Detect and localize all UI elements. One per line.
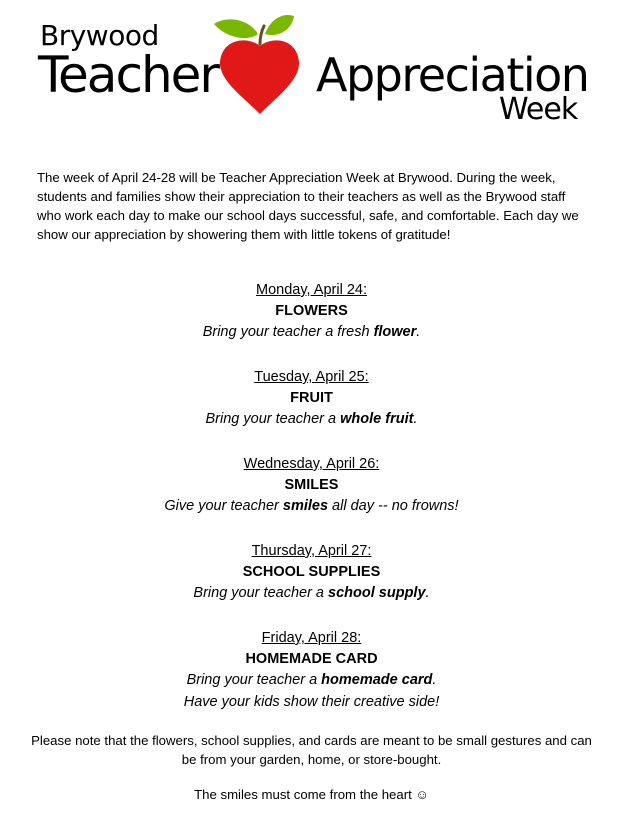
day-theme: FRUIT (290, 390, 333, 406)
day-date: Wednesday, April 26: (243, 456, 380, 472)
day-date: Thursday, April 27: (251, 543, 372, 559)
school-name: Brywood (40, 19, 159, 52)
intro-paragraph: The week of April 24-28 will be Teacher Appreciation Week at Brywood. During the week, students and families show their appreciation to their teachers as well as the Brywood staff who work each day to make our school days successful, safe, and comfortable. Each day we show our appreciation by showering them with little tokens of gratitude! (37, 170, 579, 242)
day-theme: SCHOOL SUPPLIES (242, 564, 381, 580)
day-description-bold: school supply (328, 585, 426, 601)
day-description-before: Bring your teacher a (205, 411, 341, 427)
day-block (0, 541, 623, 605)
title-word-week: Week (499, 92, 578, 127)
day-block (0, 367, 623, 431)
day-date: Tuesday, April 25: (254, 369, 369, 385)
day-description-bold: whole fruit (340, 411, 414, 427)
day-description (0, 583, 623, 605)
day-theme: SMILES (284, 477, 339, 493)
day-description-bold: flower (373, 324, 417, 340)
day-description-after: . (425, 585, 430, 601)
day-description-after: . (416, 324, 421, 340)
day-description-after: . (432, 672, 437, 688)
day-description (0, 496, 623, 518)
day-description-before: Bring your teacher a (193, 585, 329, 601)
day-description-before: Have your kids show their creative side! (183, 693, 440, 710)
day-description (0, 322, 623, 344)
day-date: Friday, April 28: (261, 630, 362, 646)
apple-heart-icon (208, 14, 312, 116)
day-description-bold: smiles (282, 498, 329, 514)
day-description-after: . (413, 411, 418, 427)
day-theme: FLOWERS (275, 303, 348, 319)
day-description (0, 409, 623, 431)
day-description-before: Bring your teacher a (186, 672, 322, 688)
day-description-before: Give your teacher (164, 498, 283, 514)
day-description (0, 692, 623, 714)
day-description (0, 670, 623, 692)
day-description-after: all day -- no frowns! (328, 498, 459, 514)
day-block (0, 628, 623, 713)
title-word-teacher: Teacher (38, 46, 218, 104)
title-word-appreciation: Appreciation (316, 48, 589, 102)
day-description-before: Bring your teacher a fresh (202, 324, 374, 340)
day-block (0, 280, 623, 344)
closing-line: The smiles must come from the heart ☺ (194, 787, 429, 802)
day-description-bold: homemade card (321, 672, 433, 688)
day-block (0, 454, 623, 518)
day-date: Monday, April 24: (256, 282, 367, 298)
note-paragraph: Please note that the flowers, school supplies, and cards are meant to be small gestures and can be from your garden, home, or store-bought. (31, 733, 592, 767)
day-theme: HOMEMADE CARD (245, 651, 378, 667)
daily-themes-list (0, 280, 623, 737)
